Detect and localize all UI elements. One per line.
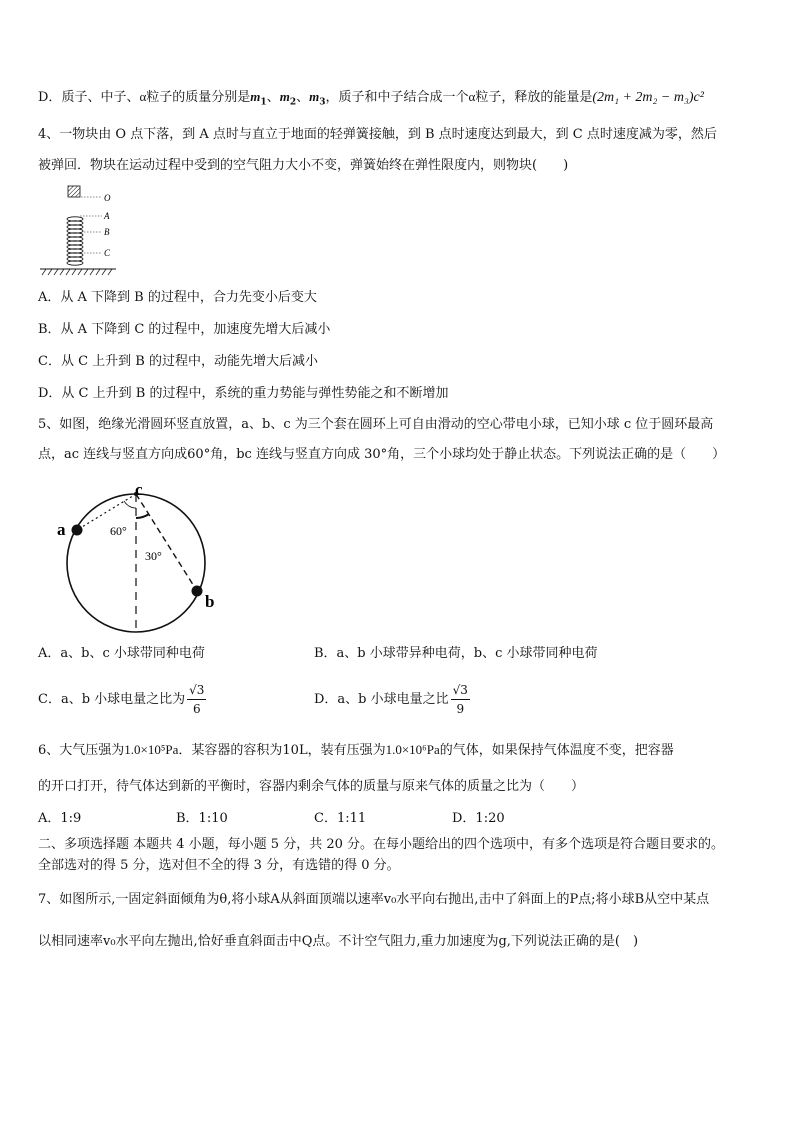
- q5-option-d-text: D．a、b 小球电量之比: [314, 692, 449, 707]
- q4-option-a: A．从 A 下降到 B 的过程中，合力先变小后变大: [38, 290, 317, 305]
- q5-option-c-numerator: √3: [187, 681, 206, 700]
- q5-option-d: [314, 681, 470, 718]
- label-angle-60: 60°: [110, 524, 127, 538]
- q3d-text3: ，质子和中子结合成一个: [325, 90, 469, 105]
- q4-option-c: C．从 C 上升到 B 的过程中，动能先增大后减小: [38, 354, 318, 369]
- q4-stem-line2: 被弹回．物块在运动过程中受到的空气阻力大小不变，弹簧始终在弹性限度内，则物块( ): [38, 158, 569, 173]
- line-bc: [136, 494, 197, 591]
- q3d-sub1: 1: [260, 97, 267, 108]
- q5-option-d-denominator: 9: [456, 702, 465, 716]
- q6-option-b: B．1:10: [176, 811, 228, 826]
- q5-option-d-numerator: √3: [451, 681, 470, 700]
- label-ball-c: c: [135, 480, 143, 499]
- section2-heading-line1: 二、多项选择题 本题共 4 小题，每小题 5 分，共 20 分。在每小题给出的四个选项中，有多个选项是符合题目要求的。: [38, 837, 725, 852]
- q3d-m3: m: [309, 89, 320, 104]
- q6-option-c: C．1:11: [314, 811, 367, 826]
- q5-option-d-fraction: [451, 681, 470, 718]
- angle-arc-60: [124, 501, 136, 508]
- q6-stem-line1: [38, 741, 674, 760]
- q7-stem-line2: 以相同速率v₀水平向左抛出,恰好垂直斜面击中Q点。不计空气阻力,重力加速度为g,下列说法正确的是( ): [38, 934, 639, 949]
- q5-option-b: B．a、b 小球带异种电荷，b、c 小球带同种电荷: [314, 646, 598, 661]
- label-a: A: [104, 211, 110, 221]
- angle-arc-30: [136, 514, 149, 518]
- q3d-label: D．: [38, 90, 62, 105]
- section2-heading-line2: 全部选对的得 5 分，选对但不全的得 3 分，有选错的得 0 分。: [38, 858, 400, 873]
- q3-option-d: [38, 88, 704, 112]
- label-o: O: [104, 193, 111, 203]
- q3d-text2: 粒子的质量分别是: [146, 90, 251, 105]
- q5-option-a: A．a、b、c 小球带同种电荷: [38, 646, 205, 661]
- ground-hatch: [42, 269, 112, 275]
- q3d-alpha2: α: [468, 89, 476, 104]
- q5-stem-line2: 点，ac 连线与竖直方向成60°角，bc 连线与竖直方向成 30°角，三个小球均处于静止状态。下列说法正确的是（ ）: [38, 447, 726, 462]
- spring: [67, 217, 83, 265]
- q3d-m2: m: [279, 89, 290, 104]
- q4-option-b: B．从 A 下降到 C 的过程中，加速度先增大后减小: [38, 322, 331, 337]
- q6-gas-pressure: 1.0×10⁶Pa: [385, 742, 440, 757]
- q5-option-c-fraction: [187, 681, 206, 718]
- q6-option-a: A．1:9: [38, 811, 82, 826]
- q3d-sub3: 3: [319, 97, 326, 108]
- q5-stem-line1: 5、如图，绝缘光滑圆环竖直放置，a、b、c 为三个套在圆环上可自由滑动的空心带电小球，已知小球 c 位于圆环最高: [38, 417, 714, 432]
- falling-block: [68, 186, 80, 197]
- q6-pre: 6、大气压强为: [38, 743, 125, 758]
- q3d-sub2: 2: [289, 97, 297, 108]
- q3d-sep2: 、: [296, 90, 310, 105]
- ball-a: [72, 525, 83, 536]
- q6-option-d: D．1:20: [452, 811, 505, 826]
- q5-option-c-denominator: 6: [192, 702, 201, 716]
- label-ball-b: b: [205, 592, 215, 611]
- q5-option-c-text: C．a、b 小球电量之比为: [38, 692, 186, 707]
- q7-stem-line1: 7、如图所示,一固定斜面倾角为θ,将小球A从斜面顶端以速率v₀水平向右抛出,击中了斜面上的P点;将小球B从空中某点: [38, 892, 710, 907]
- ring-figure: [50, 478, 230, 638]
- line-ac: [77, 494, 136, 530]
- label-angle-30: 30°: [145, 549, 162, 563]
- label-ball-a: a: [57, 520, 66, 539]
- spring-figure: [38, 183, 128, 279]
- q4-option-d: D．从 C 上升到 B 的过程中，系统的重力势能与弹性势能之和不断增加: [38, 386, 449, 401]
- q3d-text1: 质子、中子、: [61, 90, 140, 105]
- ball-b: [192, 586, 203, 597]
- label-c: C: [104, 248, 111, 258]
- q3d-m1: m: [250, 89, 261, 104]
- q4-stem-line1: 4、一物块由 O 点下落，到 A 点时与直立于地面的轻弹簧接触，到 B 点时速度达到最大，到 C 点时速度减为零，然后: [38, 127, 717, 142]
- q3d-text4: 粒子，释放的能量是: [475, 90, 593, 105]
- q3d-energy-formula: (2m₁ + 2m₂ − m₃)c²: [592, 90, 704, 105]
- q5-option-c: [38, 681, 206, 718]
- q6-mid2: 的气体，如果保持气体温度不变，把容器: [439, 743, 674, 758]
- q6-stem-line2: 的开口打开，待气体达到新的平衡时，容器内剩余气体的质量与原来气体的质量之比为（ ）: [38, 779, 585, 794]
- q3d-alpha: α: [139, 89, 147, 104]
- label-b: B: [104, 227, 110, 237]
- q6-mid1: ．某容器的容积为10L，装有压强为: [178, 743, 386, 758]
- q3d-sep1: 、: [266, 90, 280, 105]
- q6-atm-pressure: 1.0×10⁵Pa: [124, 742, 179, 757]
